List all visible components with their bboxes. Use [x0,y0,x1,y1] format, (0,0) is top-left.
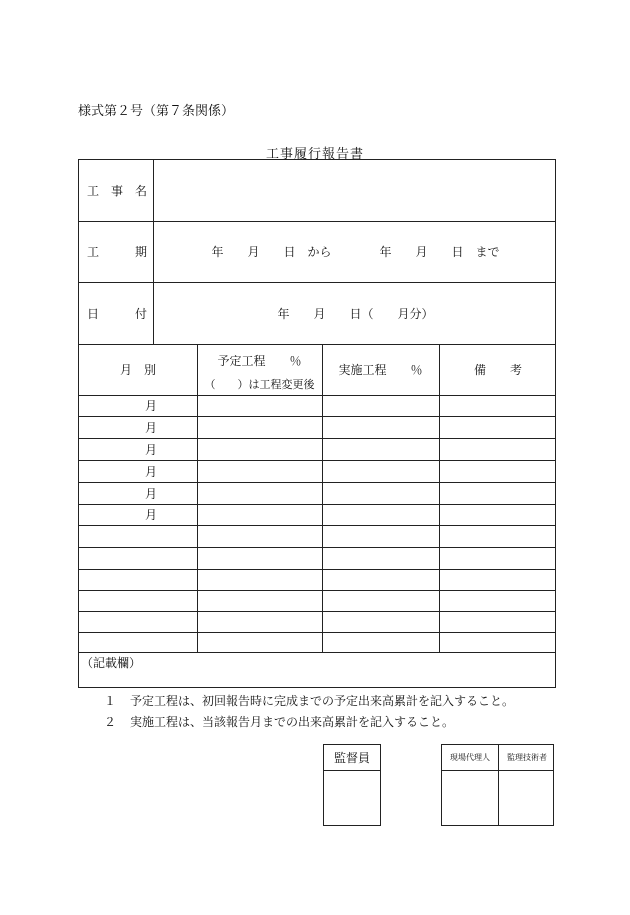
note-number: １ [104,694,117,708]
row-divider [79,569,555,570]
remarks-area-label: （記載欄） [81,655,142,670]
planned-progress-label: 予定工程 ％ [217,354,302,368]
note-number: ２ [104,715,117,729]
month-cell: 月 [145,508,158,522]
note-item [104,713,454,730]
period-value[interactable]: 年 月 日 から 年 月 日 まで [211,245,500,259]
planned-progress-header [197,344,322,395]
note-text: 実施工程は、当該報告月までの出来高累計を記入すること。 [130,715,455,729]
report-table [78,159,556,688]
month-cell: 月 [145,464,158,479]
date-label: 日 付 [87,306,148,321]
form-number: 様式第２号（第７条関係） [78,104,235,119]
note-text: 予定工程は、初回報告時に完成までの予定出来高累計を記入すること。 [130,694,515,708]
contractor-stamp-box [441,744,554,826]
actual-progress-header: 実施工程 ％ [338,363,423,377]
month-cell: 月 [145,442,158,457]
planned-progress-note: （ ）は工程変更後 [204,378,315,391]
row-divider [79,611,555,612]
row-divider [79,525,555,526]
date-value[interactable]: 年 月 日（ 月分） [277,306,434,321]
project-name-value[interactable] [159,160,549,221]
supervisor-label: 監督員 [324,745,380,771]
remarks-header: 備 考 [473,363,522,377]
month-cell: 月 [145,399,158,413]
document-title: 工事履行報告書 [265,147,364,162]
note-item [104,692,514,709]
project-name-label: 工 事 名 [87,184,148,198]
row-divider [79,652,555,653]
chief-engineer-label: 監理技術者 [507,753,547,762]
supervisor-stamp-box [323,744,381,826]
period-label: 工 期 [87,245,148,259]
row-divider [79,590,555,591]
month-cell: 月 [145,486,158,501]
month-column-header: 月 別 [119,363,156,377]
month-cell: 月 [145,420,158,435]
row-divider [79,632,555,633]
row-divider [79,547,555,548]
site-agent-label: 現場代理人 [450,753,490,762]
